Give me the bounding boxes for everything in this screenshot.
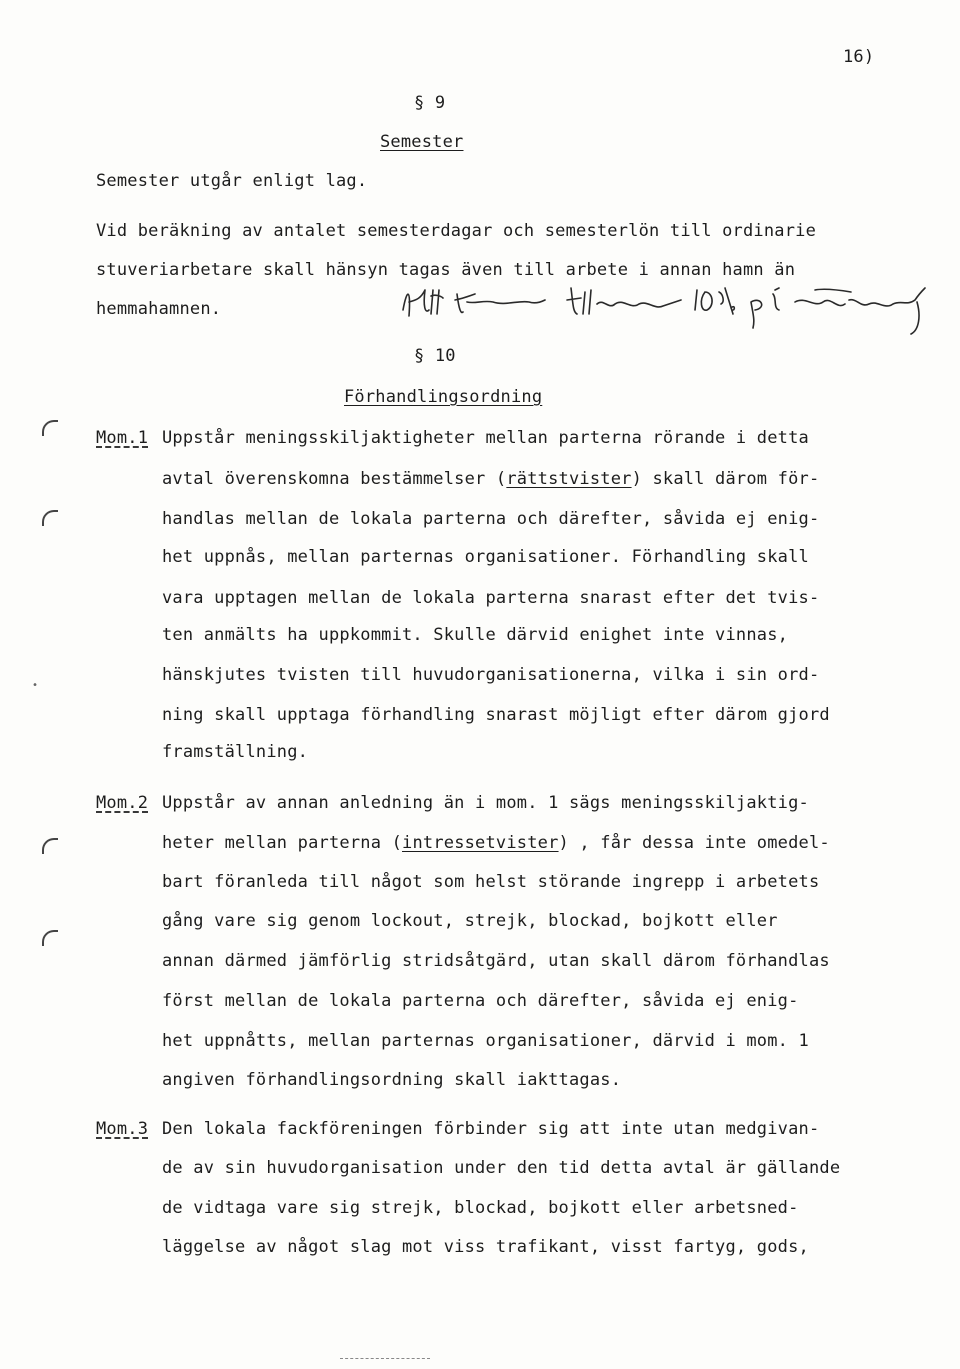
mom2-line: bart föranleda till något som helst störande ingrepp i arbetets	[162, 872, 820, 892]
mom1-line: avtal överenskomna bestämmelser (rättstvister) skall därom för-	[162, 469, 820, 489]
mom1-line: handlas mellan de lokala parterna och därefter, såvida ej enig-	[162, 509, 820, 529]
semester-paragraph-line: stuveriarbetare skall hänsyn tagas även till arbete i annan hamn än	[96, 260, 796, 280]
margin-mark: •	[32, 680, 39, 691]
mom1-line: ning skall upptaga förhandling snarast möjligt efter därom gjord	[162, 705, 830, 725]
mom1-line: hänskjutes tvisten till huvudorganisationerna, vilka i sin ord-	[162, 665, 820, 685]
term-rattstvister: rättstvister	[506, 469, 632, 489]
mom1-label: Mom.1	[96, 428, 149, 448]
mom2-line: annan därmed jämförlig stridsåtgärd, utan skall därom förhandlas	[162, 951, 830, 971]
punch-hole-mark	[42, 838, 58, 854]
mom3-line: Den lokala fackföreningen förbinder sig att inte utan medgivan-	[162, 1119, 820, 1139]
mom2-label: Mom.2	[96, 793, 149, 813]
punch-hole-mark	[42, 420, 58, 436]
punch-hole-mark	[42, 510, 58, 526]
page-number: 16)	[843, 47, 875, 67]
mom2-line: angiven förhandlingsordning skall iakttagas.	[162, 1070, 622, 1090]
mom3-line: läggelse av något slag mot viss trafikant, visst fartyg, gods,	[162, 1237, 809, 1257]
mom2-line: het uppnåtts, mellan parternas organisationer, därvid i mom. 1	[162, 1031, 809, 1051]
term-intressetvister: intressetvister	[402, 833, 559, 853]
mom3-line: de av sin huvudorganisation under den tid detta avtal är gällande	[162, 1158, 841, 1178]
mom1-line: framställning.	[162, 742, 309, 762]
section-10-heading: Förhandlingsordning	[344, 387, 543, 407]
footer-rule	[340, 1358, 430, 1359]
section-9-symbol: § 9	[414, 93, 446, 113]
mom2-line: först mellan de lokala parterna och därefter, såvida ej enig-	[162, 991, 799, 1011]
semester-statement: Semester utgår enligt lag.	[96, 171, 368, 191]
mom1-line: het uppnås, mellan parternas organisationer. Förhandling skall	[162, 547, 809, 567]
mom3-label: Mom.3	[96, 1119, 149, 1139]
semester-paragraph-line: hemmahamnen.	[96, 299, 222, 319]
mom2-line: Uppstår av annan anledning än i mom. 1 sägs meningsskiljaktig-	[162, 793, 809, 813]
mom1-line: ten anmälts ha uppkommit. Skulle därvid enighet inte vinnas,	[162, 625, 789, 645]
mom1-line: vara upptagen mellan de lokala parterna snarast efter det tvis-	[162, 588, 820, 608]
punch-hole-mark	[42, 930, 58, 946]
mom1-line: Uppstår meningsskiljaktigheter mellan parterna rörande i detta	[162, 428, 809, 448]
semester-paragraph-line: Vid beräkning av antalet semesterdagar och semesterlön till ordinarie	[96, 221, 817, 241]
mom2-line: gång vare sig genom lockout, strejk, blockad, bojkott eller	[162, 911, 778, 931]
section-10-symbol: § 10	[414, 346, 456, 366]
mom2-line: heter mellan parterna (intressetvister) , får dessa inte omedel-	[162, 833, 830, 853]
handwritten-note	[395, 280, 935, 340]
section-9-heading: Semester	[380, 132, 464, 152]
mom3-line: de vidtaga vare sig strejk, blockad, bojkott eller arbetsned-	[162, 1198, 799, 1218]
